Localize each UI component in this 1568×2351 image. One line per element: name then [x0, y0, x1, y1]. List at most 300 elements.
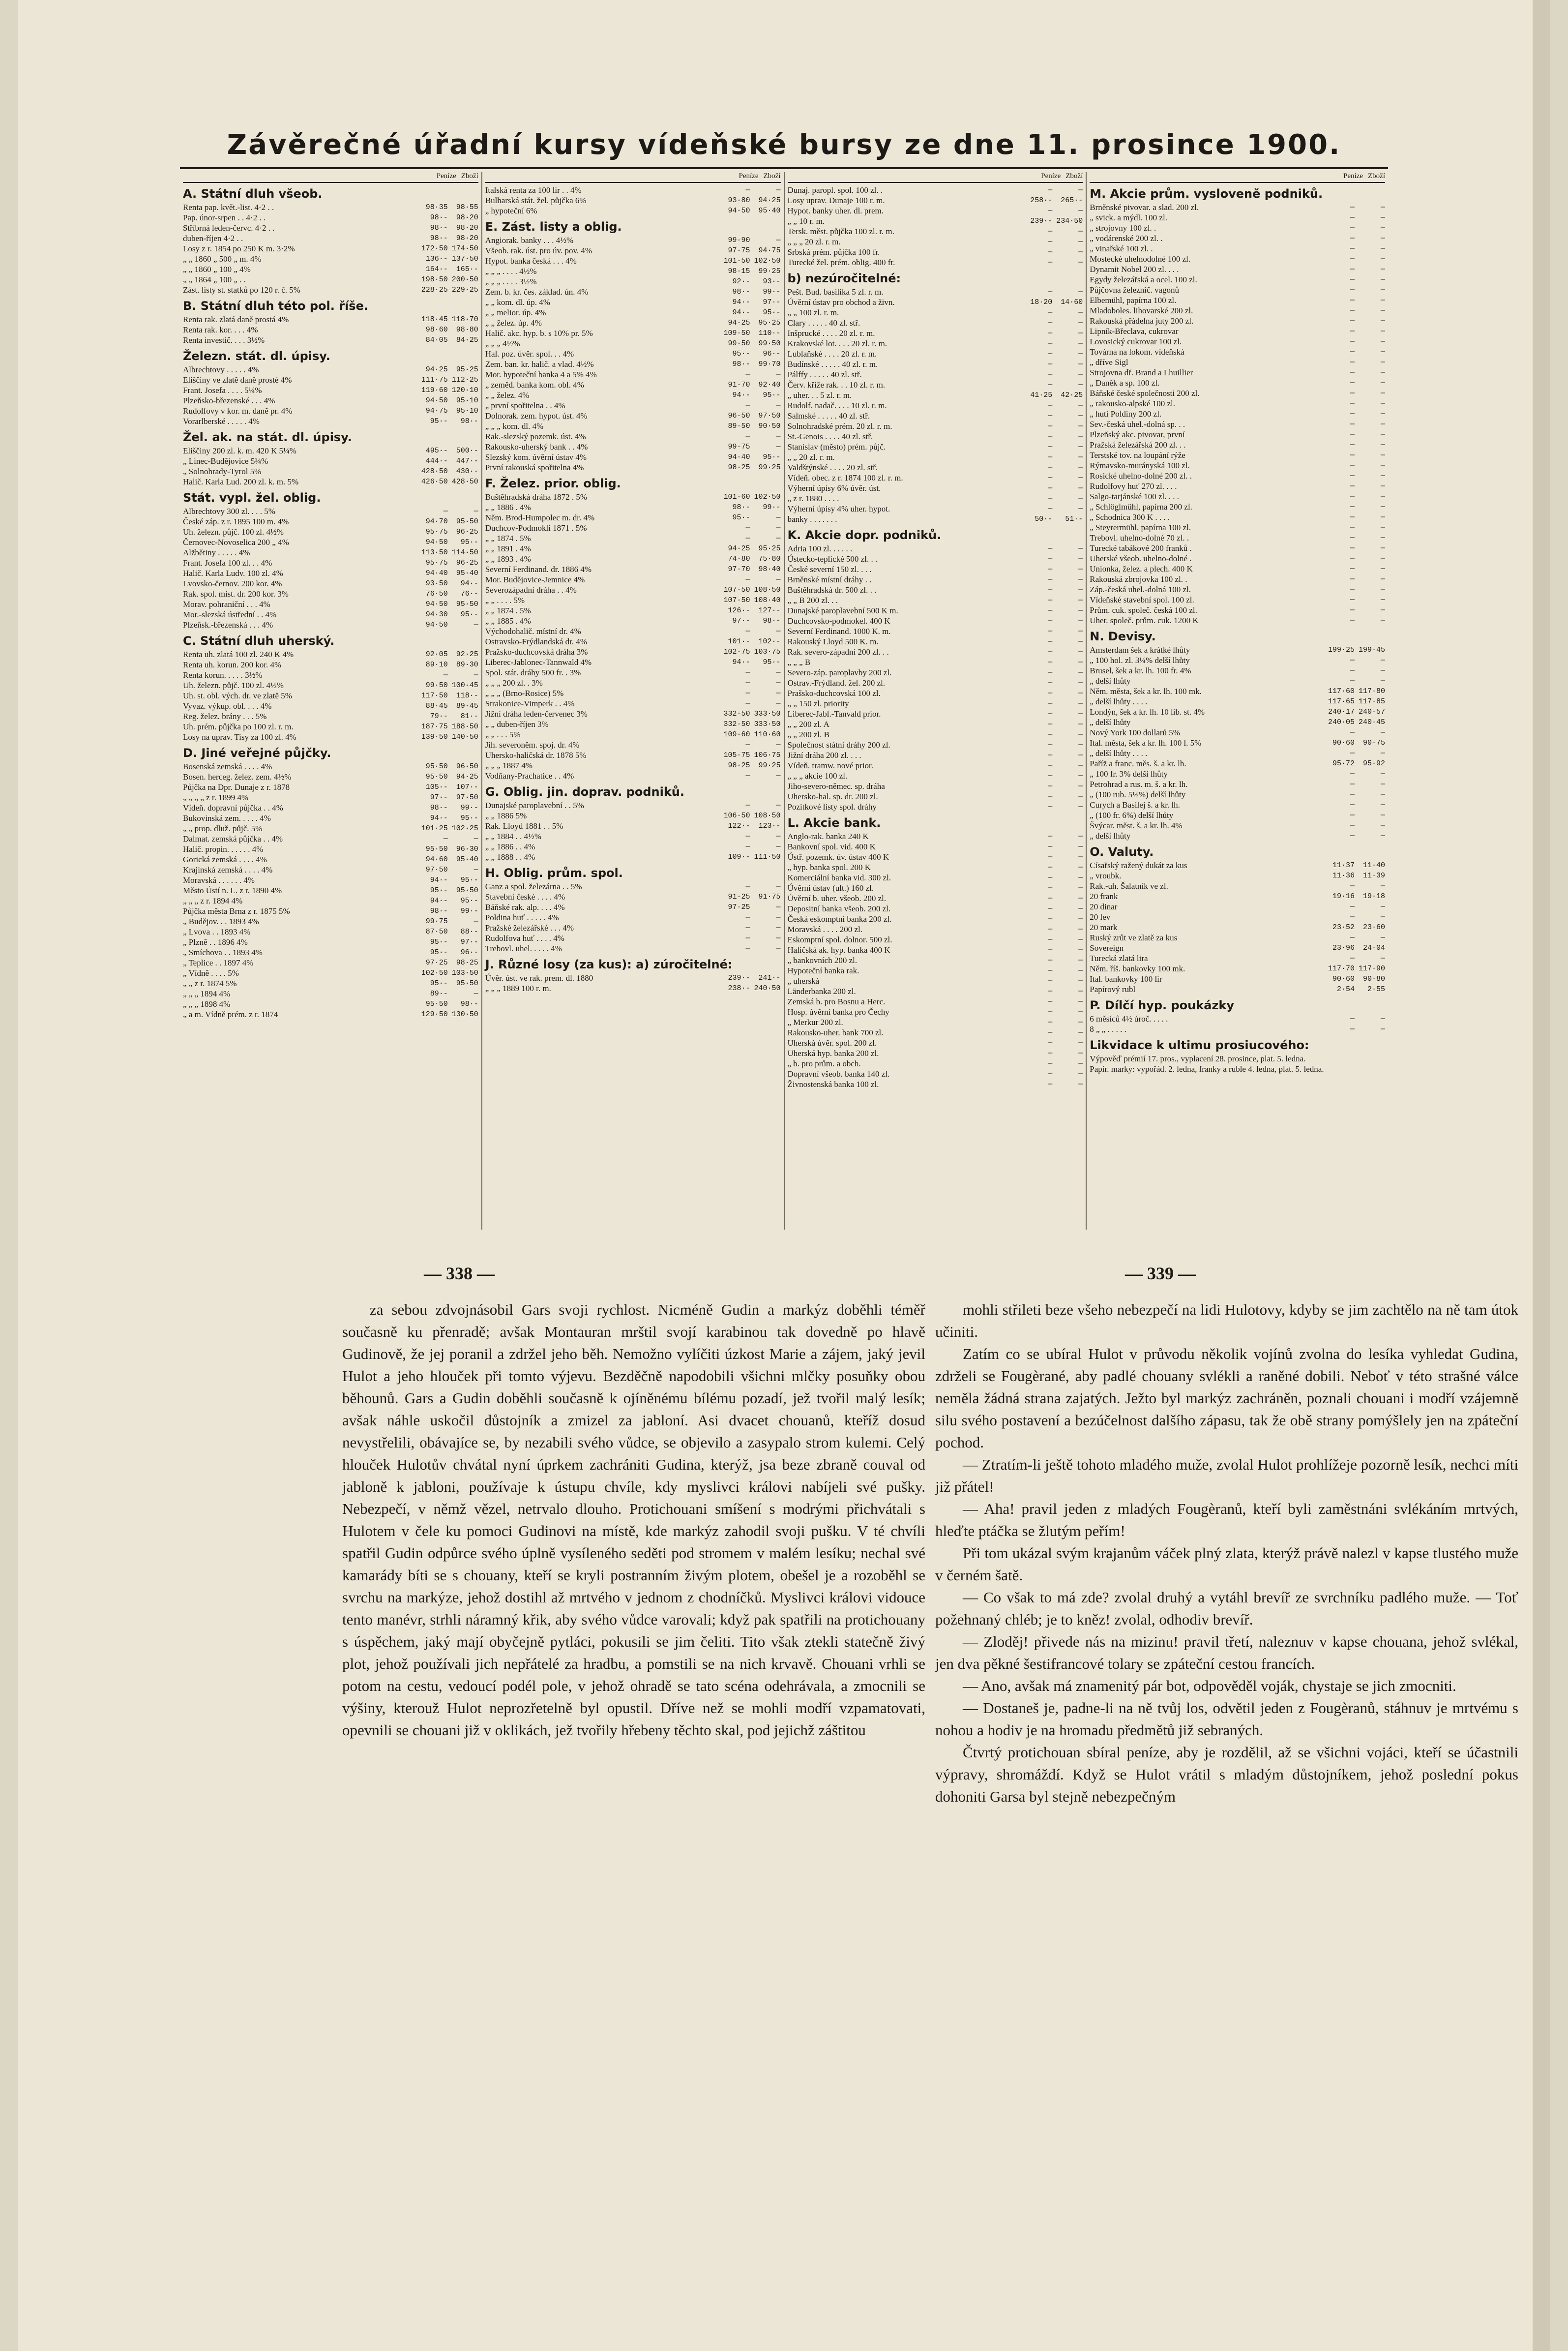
quote-row: [1090, 543, 1385, 553]
quote-row: [183, 906, 478, 916]
price-money: —: [1350, 934, 1355, 942]
quote-row: [485, 688, 781, 698]
quote-row: [485, 760, 781, 771]
price-money: 136·-: [425, 255, 448, 263]
price-money: —: [1048, 997, 1053, 1006]
security-name: Úvěrní ústav pro obchod a živn.: [787, 298, 895, 307]
security-name: Trebovl. uhelno-dolné 70 zl. .: [1090, 533, 1189, 543]
quote-row: [183, 875, 478, 885]
price-goods: —: [1078, 627, 1083, 635]
security-name: Mor.-slezská ústřední . . 4%: [183, 610, 277, 619]
security-name: České severní 150 zl. . . .: [787, 565, 872, 574]
security-name: Výherní úpisy 4% uher. hypot.: [787, 504, 890, 513]
quote-row: [485, 698, 781, 709]
quote-row: [485, 811, 781, 821]
price-money: —: [1350, 606, 1355, 614]
price-goods: 188·50: [451, 723, 478, 731]
price-money: 98·25: [728, 463, 750, 472]
security-name: Rak. severo-západní 200 zl. . .: [787, 647, 889, 657]
price-goods: —: [776, 913, 781, 922]
security-name: Půjčka města Brna z r. 1875 5%: [183, 906, 290, 916]
price-goods: 107·-: [456, 783, 478, 791]
quote-row: [788, 1017, 1083, 1027]
section-heading: J. Různé losy (za kus): a) zúročitelné:: [485, 958, 733, 971]
security-name: Dunajské paroplavební . . 5%: [485, 801, 584, 810]
quote-row: [1090, 584, 1385, 595]
security-name: Egydy železářská a ocel. 100 zl.: [1090, 275, 1197, 284]
price-goods: 95·25: [456, 365, 478, 374]
security-name: Halič. Karla Lud. 200 zl. k. m. 5%: [183, 477, 299, 486]
quote-row: [788, 1079, 1083, 1089]
security-name: „ „ „ B: [787, 658, 811, 667]
security-name: Něm. Brod-Humpolec m. dr. 4%: [485, 513, 595, 522]
price-goods: —: [1078, 1008, 1083, 1016]
security-name: Nový York 100 dollarů 5%: [1090, 728, 1180, 737]
price-money: —: [1350, 770, 1355, 778]
price-money: —: [745, 627, 750, 635]
security-name: „ „ „ 200 zl. . 3%: [485, 678, 543, 688]
quote-row: [485, 266, 781, 276]
security-name: „ vinařské 100 zl. .: [1090, 244, 1153, 253]
price-goods: —: [1380, 286, 1385, 294]
price-money: —: [1350, 1015, 1355, 1023]
security-name: „ „ 1886 . . 4%: [485, 842, 535, 851]
quote-row: [1090, 471, 1385, 481]
price-goods: —: [1078, 679, 1083, 687]
price-goods: —: [1078, 997, 1083, 1006]
security-name: Slezský kom. úvěrní ústav 4%: [485, 452, 587, 462]
quote-row: [183, 958, 478, 968]
security-name: Rakouská zbrojovka 100 zl. .: [1090, 574, 1187, 584]
price-goods: —: [1380, 666, 1385, 675]
quote-row: [183, 547, 478, 558]
security-name: Pražská železářská 200 zl. . .: [1090, 440, 1186, 450]
price-goods: —: [1380, 430, 1385, 439]
price-goods: —: [1078, 339, 1083, 348]
price-goods: —: [1380, 265, 1385, 273]
quote-row: [1090, 491, 1385, 502]
price-goods: —: [1078, 350, 1083, 358]
quote-row: [1090, 367, 1385, 378]
quote-row: [788, 247, 1083, 257]
price-goods: [1355, 1054, 1385, 1064]
price-money: 239·-: [1030, 217, 1053, 225]
security-name: Renta investič. . . . 3½%: [183, 335, 265, 345]
quote-row: [1090, 574, 1385, 584]
security-name: Turecká zlatá lira: [1090, 954, 1148, 963]
quote-row: [183, 589, 478, 599]
paragraph: Při tom ukázal svým krajanům váček plný zlata, kterýž právě nalezl v kapse tlustého muže v černém šatě.: [935, 1544, 1518, 1584]
quote-row: [485, 821, 781, 831]
security-name: Buštěhradská dráha 1872 . 5%: [485, 492, 588, 502]
security-name: „ „ duben-říjen 3%: [485, 720, 549, 729]
quote-row: [788, 729, 1083, 740]
security-name: „ z r. 1880 . . . .: [787, 494, 839, 503]
price-money: —: [1350, 224, 1355, 232]
quote-row: [788, 338, 1083, 349]
price-money: 99·50: [425, 681, 448, 690]
quote-row: [485, 585, 781, 595]
price-money: 95·75: [425, 559, 448, 567]
security-name: „ „ 1864 „ 100 „ . .: [183, 275, 246, 284]
security-name: „ vodárenské 200 zl. .: [1090, 234, 1163, 243]
security-name: Mostecké uhelnodolné 100 zl.: [1090, 254, 1191, 264]
quote-row: [485, 492, 781, 502]
price-goods: —: [1380, 523, 1385, 532]
price-goods: 51·-: [1065, 515, 1083, 523]
security-name: „ „ „ 20 zl. r. m.: [787, 237, 841, 246]
price-money: 93·50: [425, 579, 448, 588]
price-money: 109·60: [723, 730, 750, 739]
price-goods: —: [1078, 484, 1083, 492]
quote-row: [485, 729, 781, 740]
price-goods: 91·75: [758, 893, 781, 901]
security-name: Halič. propin. . . . . . 4%: [183, 844, 264, 854]
price-money: 428·50: [421, 467, 448, 476]
price-goods: 117·80: [1358, 687, 1385, 695]
security-name: Uh. železn. půjč. 100 zl. 4½%: [183, 527, 284, 537]
price-goods: —: [1078, 699, 1083, 708]
price-goods: —: [1380, 399, 1385, 408]
security-name: Liberec-Jabl.-Tanvald prior.: [787, 709, 881, 719]
security-name: Něm. říš. bankovky 100 mk.: [1090, 964, 1185, 973]
quote-row: [1090, 502, 1385, 512]
price-money: —: [1048, 689, 1053, 697]
security-name: „ „ 200 zl. B: [787, 730, 829, 739]
security-name: Strojovna dř. Brand a Lhuillier: [1090, 368, 1193, 377]
quote-row: [788, 307, 1083, 318]
price-money: 88·45: [425, 702, 448, 710]
security-name: Úvěrní ústav (ult.) 160 zl.: [787, 883, 874, 893]
price-money: 109·50: [723, 329, 750, 337]
security-name: Jižní dráha 200 zl. . . .: [787, 751, 861, 760]
section-heading: K. Akcie dopr. podniků.: [787, 528, 942, 542]
price-money: 187·75: [421, 723, 448, 731]
price-goods: —: [776, 513, 781, 522]
quote-row: [485, 983, 781, 994]
security-name: „ „ 200 zl. A: [787, 720, 829, 729]
quote-row: [183, 516, 478, 527]
quote-row: [485, 338, 781, 349]
price-goods: 90·80: [1362, 975, 1385, 983]
price-money: [1324, 1064, 1355, 1074]
price-money: 98·-: [430, 224, 448, 232]
newspaper-page: [18, 0, 1550, 2351]
price-goods: 99·25: [758, 463, 781, 472]
price-money: —: [1350, 441, 1355, 449]
security-name: „ „ z r. 1874 5%: [183, 979, 237, 988]
price-money: —: [745, 534, 750, 543]
security-name: Halič. Karla Ludv. 100 zl. 4%: [183, 569, 283, 578]
price-goods: —: [1078, 668, 1083, 677]
quote-row: [1090, 316, 1385, 326]
price-goods: —: [1380, 441, 1385, 449]
price-money: 98·-: [430, 234, 448, 242]
quote-row: [485, 512, 781, 523]
quote-row: [788, 493, 1083, 504]
price-money: 117·60: [1328, 687, 1355, 695]
security-name: Uhersko-haličská dr. 1878 5%: [485, 751, 587, 760]
security-name: Pálffy . . . . . 40 zl. stř.: [787, 370, 862, 379]
price-goods: 98·80: [456, 326, 478, 334]
price-goods: 120·10: [451, 386, 478, 394]
price-money: 258·-: [1030, 196, 1053, 205]
price-goods: —: [1078, 935, 1083, 944]
security-name: Česká eskomptní banka 200 zl.: [787, 914, 892, 924]
security-name: Zemská b. pro Bosnu a Herc.: [787, 997, 886, 1006]
quote-row: [183, 599, 478, 609]
price-goods: 95·-: [460, 814, 478, 822]
security-name: Losy z r. 1854 po 250 K m. 3·2%: [183, 244, 295, 253]
security-name: Eliščiny ve zlatě daně prosté 4%: [183, 375, 292, 385]
price-money: —: [1048, 782, 1053, 790]
price-money: —: [1350, 379, 1355, 387]
security-name: 20 dinar: [1090, 902, 1118, 911]
price-goods: —: [1380, 472, 1385, 480]
price-goods: 106·75: [754, 751, 781, 759]
security-name: 20 frank: [1090, 892, 1118, 901]
price-money: —: [1350, 358, 1355, 366]
price-money: —: [1350, 389, 1355, 397]
price-money: —: [1048, 1039, 1053, 1047]
security-name: Renta uh. korun. 200 kor. 4%: [183, 660, 282, 669]
security-name: Halič. akc. hyp. b. s 10% pr. 5%: [485, 329, 593, 338]
price-goods: —: [1078, 381, 1083, 389]
price-money: —: [1048, 832, 1053, 841]
price-goods: —: [1078, 288, 1083, 296]
price-goods: 95·-: [763, 308, 781, 317]
price-goods: 88·-: [460, 928, 478, 936]
article-text-right: [935, 1298, 1518, 1808]
price-money: 96·50: [728, 412, 750, 420]
security-name: Italská renta za 100 lir . . 4%: [485, 185, 582, 195]
security-name: „ „ B 200 zl. . .: [787, 596, 838, 605]
price-money: —: [1350, 451, 1355, 459]
price-goods: 97·50: [456, 793, 478, 802]
price-goods: —: [1078, 360, 1083, 368]
price-goods: —: [1078, 258, 1083, 267]
quote-row: [1090, 933, 1385, 943]
price-money: 87·50: [425, 928, 448, 936]
price-goods: —: [1380, 327, 1385, 335]
price-goods: —: [776, 843, 781, 851]
price-money: 126·-: [728, 606, 750, 615]
security-name: Renta korun. . . . . 3½%: [183, 670, 263, 680]
price-money: —: [1048, 720, 1053, 728]
price-goods: 118·70: [451, 315, 478, 324]
price-money: —: [1048, 627, 1053, 635]
price-money: 117·50: [421, 692, 448, 700]
quote-row: [1090, 984, 1385, 995]
paragraph: — Ztratím-li ještě tohoto mladého muže, zvolal Hulot prohlížeje pozorně lesík, nechci míti již přátel!: [935, 1456, 1518, 1495]
quote-row: [788, 781, 1083, 791]
security-name: Prašsko-duchcovská 100 zl.: [787, 689, 881, 698]
quote-row: [485, 678, 781, 688]
security-name: Ruský zrůt ve zlatě za kus: [1090, 933, 1178, 942]
price-goods: 108·40: [754, 596, 781, 604]
price-money: 122·-: [728, 822, 750, 830]
price-money: —: [1048, 925, 1053, 934]
price-money: 426·50: [421, 478, 448, 486]
price-goods: 130·50: [451, 1010, 478, 1019]
security-name: „ Lvova . . 1893 4%: [183, 927, 251, 936]
security-name: Ital. bankovky 100 lir: [1090, 974, 1162, 984]
price-goods: —: [1078, 432, 1083, 441]
price-goods: 333·50: [754, 720, 781, 728]
quote-row: [485, 902, 781, 912]
price-money: 97·70: [728, 565, 750, 573]
price-goods: 95·-: [763, 453, 781, 461]
security-name: Jižní dráha leden-červenec 3%: [485, 709, 588, 719]
security-name: Elbemühl, papírna 100 zl.: [1090, 296, 1177, 305]
price-goods: —: [776, 689, 781, 697]
security-name: Renta uh. zlatá 100 zl. 240 K 4%: [183, 650, 294, 659]
quote-column: [1087, 172, 1388, 1230]
security-name: „ hypoteční 6%: [485, 206, 537, 215]
security-name: Stavební české . . . . 4%: [485, 892, 565, 902]
price-goods: —: [1380, 903, 1385, 911]
price-money: —: [1048, 956, 1053, 965]
quote-row: [788, 390, 1083, 400]
price-goods: —: [1078, 904, 1083, 913]
quote-row: [1090, 717, 1385, 727]
price-money: —: [1048, 1080, 1053, 1088]
quote-row: [1090, 378, 1385, 388]
quote-row: [1090, 336, 1385, 347]
security-name: Báňské české společnosti 200 zl.: [1090, 389, 1200, 398]
quote-row: [183, 978, 478, 989]
price-goods: 96·-: [460, 948, 478, 957]
price-goods: 99·70: [758, 360, 781, 368]
price-goods: 11·39: [1362, 872, 1385, 880]
security-name: Petrohrad a rus. m. š. a kr. lh.: [1090, 780, 1188, 789]
price-money: 94·50: [425, 621, 448, 629]
security-name: „ „ kom. dl. úp. 4%: [485, 298, 550, 307]
security-name: Srbská prém. půjčka 100 fr.: [787, 247, 880, 257]
price-money: —: [745, 772, 750, 780]
price-money: —: [1350, 790, 1355, 799]
security-name: 8 „ „ . . . . .: [1090, 1025, 1126, 1034]
security-name: Trebovl. uhel. . . . . 4%: [485, 944, 562, 953]
paragraph: — Aha! pravil jeden z mladých Fougèranů, kteří byli zaměstnáni svlékáním mrtvých, hleďte ptáčka se žlutým peřím!: [935, 1500, 1518, 1539]
quote-row: [485, 831, 781, 842]
price-money: 113·50: [421, 548, 448, 557]
security-name: „ delší lhůty: [1090, 831, 1131, 841]
security-name: „ „ „ 1898 4%: [183, 999, 231, 1009]
security-name: Severní Ferdinand. 1000 K. m.: [787, 627, 891, 636]
quote-row: [788, 873, 1083, 883]
price-goods: —: [1078, 370, 1083, 379]
quote-row: [183, 212, 478, 223]
security-name: „ Vídně . . . . 5%: [183, 968, 239, 978]
quote-row: [183, 406, 478, 416]
security-name: Rak. spol. míst. dr. 200 kor. 3%: [183, 589, 289, 599]
quote-row: [485, 800, 781, 811]
price-money: 98·-: [430, 213, 448, 222]
security-name: Clary . . . . . 40 zl. stř.: [787, 318, 860, 328]
section-heading: Žel. ak. na stát. dl. úpisy.: [183, 430, 352, 444]
security-name: Zem. ban. kr. halič. a vlad. 4½%: [485, 360, 594, 369]
security-name: „ Plzně . . 1896 4%: [183, 937, 248, 947]
security-name: Spol. stát. dráhy 500 fr. . 3%: [485, 668, 581, 677]
quote-row: [788, 452, 1083, 462]
security-name: Reg. želez. brány . . . 5%: [183, 712, 267, 721]
price-goods: —: [1078, 401, 1083, 410]
security-name: Duchcov-Podmokli 1871 . 5%: [485, 523, 587, 533]
quote-row: [788, 678, 1083, 688]
security-name: Prům. cuk. společ. česká 100 zl.: [1090, 605, 1197, 615]
price-goods: —: [1380, 513, 1385, 521]
security-name: První rakouská spořitelna 4%: [485, 463, 584, 472]
quote-row: [183, 927, 478, 937]
quote-row: [788, 636, 1083, 647]
price-goods: —: [776, 944, 781, 953]
price-money: 91·25: [728, 893, 750, 901]
quote-row: [183, 885, 478, 896]
quote-row: [183, 223, 478, 233]
price-goods: —: [1380, 790, 1385, 799]
price-money: —: [1350, 234, 1355, 242]
security-name: Všeob. rak. úst. pro úv. pov. 4%: [485, 246, 592, 255]
section-heading: B. Státní dluh této pol. říše.: [183, 299, 368, 313]
quote-row: [183, 947, 478, 958]
price-money: —: [1048, 606, 1053, 615]
price-goods: —: [1078, 617, 1083, 625]
security-name: Pozitkové listy spol. dráhy: [787, 802, 877, 812]
price-money: 98·-: [732, 288, 750, 296]
security-name: Vorarlberské . . . . . 4%: [183, 417, 260, 426]
security-name: Severo-záp. paroplavby 200 zl.: [787, 668, 892, 677]
quote-row: [1090, 398, 1385, 409]
quote-row: [1090, 820, 1385, 831]
quote-row: [183, 989, 478, 999]
security-name: Hypot. banka česká . . . 4%: [485, 256, 577, 266]
price-money: —: [1350, 472, 1355, 480]
price-goods: —: [1078, 544, 1083, 553]
price-goods: —: [1380, 780, 1385, 788]
price-goods: 95·-: [763, 391, 781, 399]
price-money: —: [745, 913, 750, 922]
price-goods: —: [776, 679, 781, 687]
price-goods: —: [776, 934, 781, 942]
price-money: —: [1350, 482, 1355, 490]
quote-row: [485, 462, 781, 473]
price-money: —: [1048, 1059, 1053, 1068]
quote-row: [183, 854, 478, 865]
price-money: —: [1350, 749, 1355, 757]
price-money: —: [1350, 1025, 1355, 1033]
price-money: —: [1048, 238, 1053, 246]
quote-row: [183, 446, 478, 456]
quote-row: [485, 852, 781, 862]
price-money: 95·-: [430, 938, 448, 946]
security-name: „ delší lhůty: [1090, 676, 1131, 686]
price-goods: 117·85: [1358, 697, 1385, 706]
price-money: 98·-: [732, 360, 750, 368]
price-goods: 95·50: [456, 886, 478, 895]
price-goods: —: [1380, 534, 1385, 542]
price-goods: —: [1380, 575, 1385, 583]
security-name: „ „ „ kom. dl. 4%: [485, 422, 544, 431]
section-heading: O. Valuty.: [1090, 845, 1154, 859]
security-name: Alžbětiny . . . . . 4%: [183, 548, 250, 557]
price-money: 102·75: [723, 648, 750, 656]
quote-row: [788, 504, 1083, 514]
price-money: 19·16: [1332, 892, 1355, 901]
price-money: —: [1048, 463, 1053, 472]
quote-row: [485, 554, 781, 564]
security-name: Ostrav.-Frýdland. žel. 200 zl.: [787, 678, 886, 688]
